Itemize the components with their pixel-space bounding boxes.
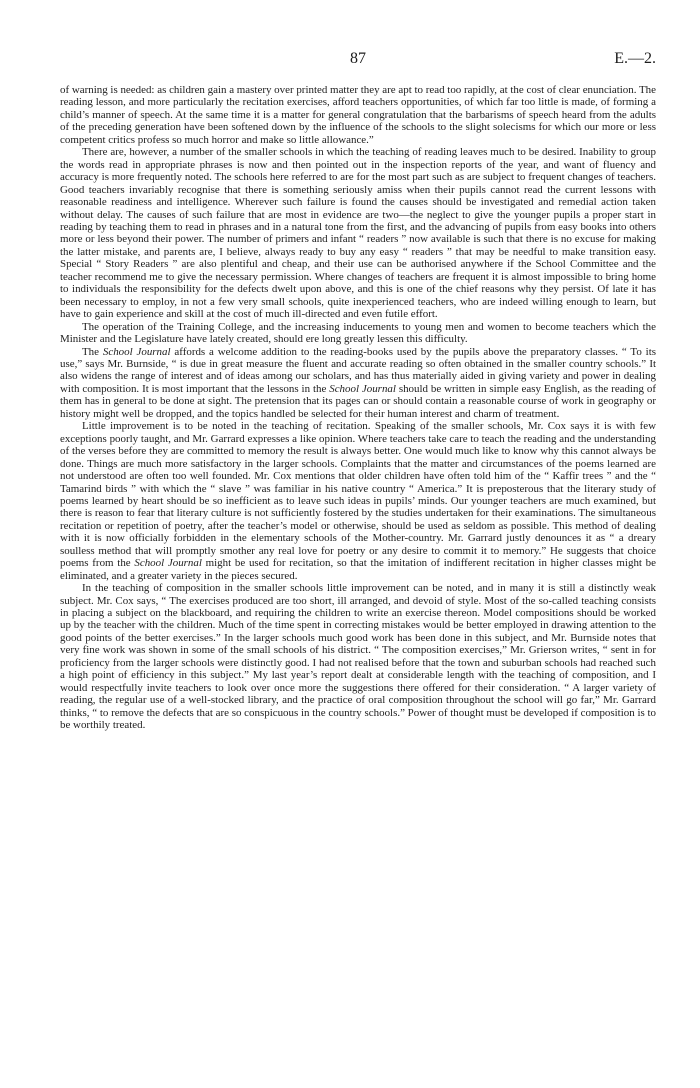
- paragraph: [60, 84, 656, 146]
- paragraph: [60, 146, 656, 320]
- body-text: [60, 84, 656, 732]
- paragraph: [60, 321, 656, 346]
- italic-title: School Journal: [134, 557, 202, 570]
- text-run: The: [82, 345, 103, 358]
- text-run: The operation of the Training College, and the increasing inducements to young men and women to become teachers which the Minister and the Legislature have lately created, should ere long greatly lessen this difficulty.: [60, 320, 656, 346]
- italic-title: School Journal: [102, 345, 171, 358]
- text-run: In the teaching of composition in the smaller schools little improvement can be noted, and in many it is still a distinctly weak subject. Mr. Cox says, “ The exercises produced are too short, ill arranged, and devoid of style. Most of the so-called teaching consists in placing a subject on the blackboard, and requiring the children to write an exercise thereon. Model compositions should be worked up by the teacher with the children. Much of the time spent in correcting mistakes would be better employed in drawing attention to the good points of the better exercises.” In the larger schools much good work has been done in this subject, and Mr. Burnside notes that very fine work was shown in some of the small schools of his district. “ The composition exercises,” Mr. Grierson writes, “ sent in for proficiency from the larger schools were distinctly good. I had not realised before that the town and suburban schools had reached such a high point of efficiency in this subject.” My last year’s report dealt at considerable length with the teaching of composition, and I would respectfully invite teachers to look over once more the suggestions there offered for their consideration. “ A larger variety of reading, the regular use of a well-stocked library, and the practice of oral composition throughout the school will go far,” Mr. Garrard thinks, “ to remove the defects that are so conspicuous in the country schools.” Power of thought must be developed if composition is to be worthily treated.: [60, 582, 656, 732]
- paragraph: [60, 582, 656, 731]
- text-run: Little improvement is to be noted in the teaching of recitation. Speaking of the smaller schools, Mr. Cox says it is with few exceptions poorly taught, and Mr. Garrard expresses a like opinion. Where teachers take care to teach the reading and the understanding of the verses before they are committed to memory the result is always better. One would much like to know why this cannot always be done. Things are much more satisfactory in the larger schools. Complaints that the matter and circumstances of the poems learned are not understood are often too well founded. Mr. Cox mentions that older children have often told him of the “ Kaffir trees ” and the “ Tamarind birds ” with which the “ slave ” was familiar in his native country “ America.” It is preposterous that the literary study of poems learned by heart should be so inefficient as to leave such ideas in pupils’ minds. Our younger teachers are much examined, but there is reason to fear that literary culture is not sufficiently fostered by the studies undertaken for their examinations. The simultaneous recitation or repetition of poetry, after the teacher’s model or otherwise, should be used as seldom as possible. This method of dealing with it is now officially forbidden in the elementary schools of the Mother-country. Mr. Garrard justly denounces it as “ a dreary soulless method that will promptly smother any real love for poetry or any desire to commit it to memory.” He suggests that choice poems from the: [60, 420, 656, 570]
- text-run: affords a welcome addition to the reading-books used by the pupils above the preparatory classes. “ To its use,” says Mr. Burnside, “ is due in great measure the fluent and accurate reading so often obtained in the smaller country schools.” It also widens the range of interest and of ideas among our scholars, and has thus materially aided in giving variety and power in dealing with composition. It is most important that the lessons in the: [60, 345, 656, 395]
- page-header: [60, 50, 656, 70]
- paragraph: [60, 420, 656, 582]
- document-reference: E.—2.: [614, 50, 656, 67]
- paragraph: [60, 346, 656, 421]
- text-run: should be written in simple easy English, as the reading of them has in general to be done at sight. The pretension that its pages can or should contain a reasonable course of work in geography or history might well be dropped, and the topics handled be selected for their human interest and charm of treatment.: [60, 382, 656, 420]
- text-run: might be used for recitation, so that the imitation of indifferent recitation in higher classes might be eliminated, and a greater variety in the pieces secured.: [60, 557, 657, 582]
- text-run: of warning is needed: as children gain a mastery over printed matter they are apt to read too rapidly, at the cost of clear enunciation. The reading lesson, and more particularly the recitation exercises, afford teachers opportunities, of which far too little is made, of forming a child’s manner of speech. At the same time it is a matter for general congratulation that the barbarisms of speech heard from the adults of the preceding generation have been softened down by the influence of the schools to the slight solecisms for which our more or less competent critics profess so much horror and make so little allowance.”: [60, 84, 656, 146]
- text-run: There are, however, a number of the smaller schools in which the teaching of reading leaves much to be desired. Inability to group the words read in appropriate phrases is now and then pointed out in the inspection reports of the year, and want of fluency and accuracy is more frequently noted. The schools here referred to are for the most part such as are subject to frequent changes of teachers. Good teachers invariably recognise that there is something seriously amiss when their pupils cannot read the current lessons with reasonable readiness and intelligence. Wherever such failure is found the causes should be investigated and remedial action taken without delay. The causes of such failure that are most in evidence are two—the neglect to give the younger pupils a proper start in reading by teaching them to read in phrases and in a natural tone from the first, and the advancing of pupils from easy books into others more or less beyond their power. The number of primers and infant “ readers ” now available is such that there is no excuse for making the latter mistake, and parents are, I believe, always ready to buy any easy “ readers ” that may be needful to make transition easy. Special “ Story Readers ” are also plentiful and cheap, and their use can be authorised anywhere if the School Committee and the teacher recommend me to give the necessary permission. Where changes of teachers are frequent it is almost impossible to bring home to individuals the responsibility for the defects dwelt upon above, and this is one of the chief reasons why they persist. Of late it has been necessary to employ, in not a few very small schools, quite inexperienced teachers, who are indeed willing enough to learn, but have to gain experience and skill at the cost of much ill-directed and even futile effort.: [60, 146, 656, 321]
- page-number: 87: [350, 50, 366, 67]
- italic-title: School Journal: [329, 382, 396, 395]
